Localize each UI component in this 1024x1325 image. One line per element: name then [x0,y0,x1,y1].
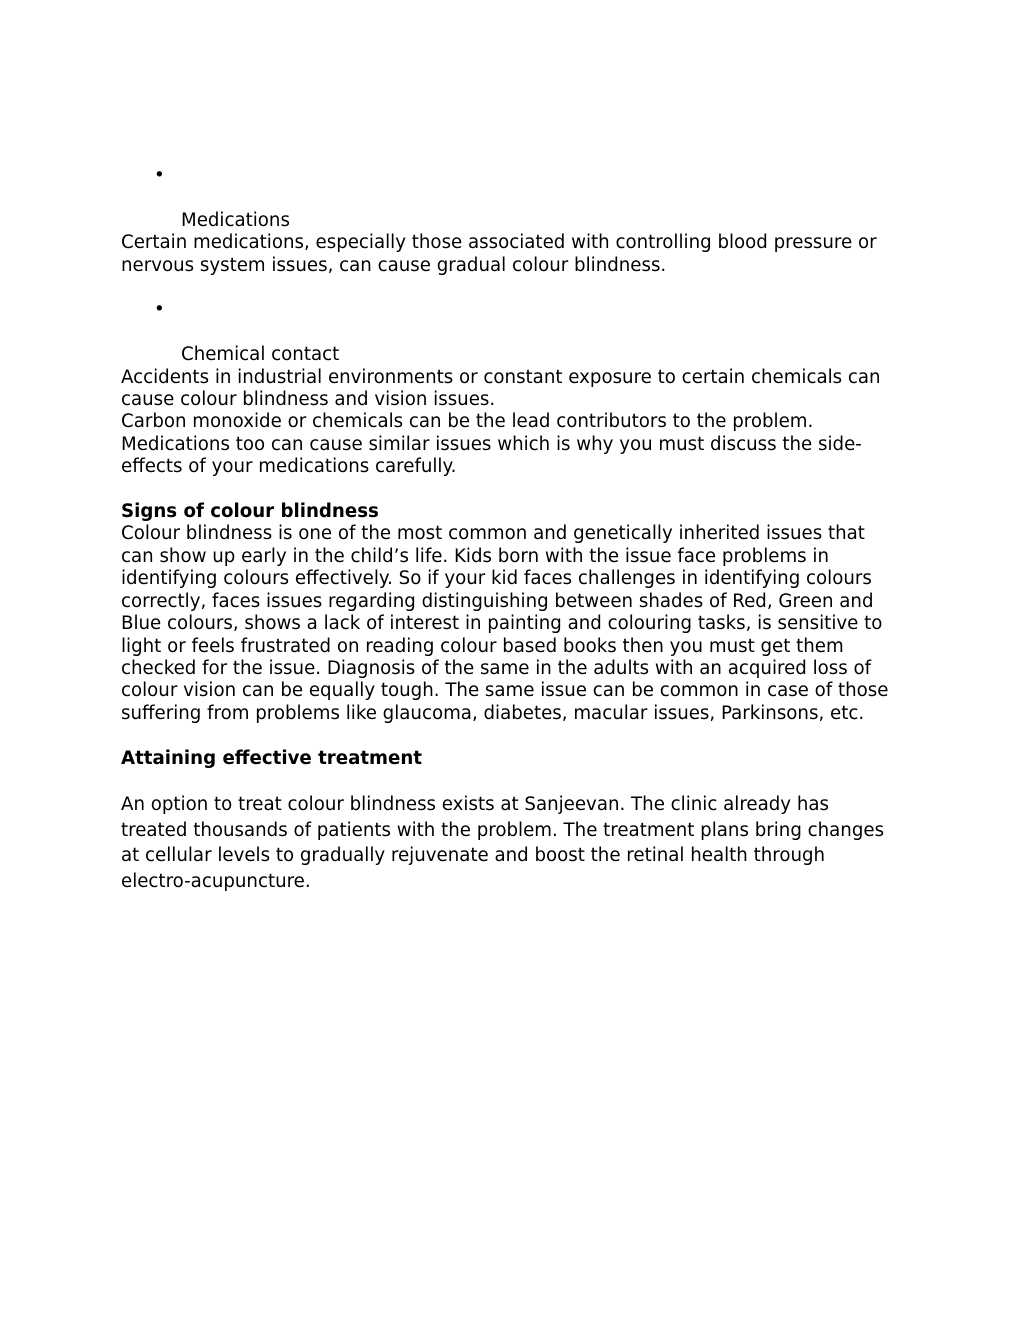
heading-treatment: Attaining effective treatment [121,747,422,769]
bullet-title-medications: Medications [181,209,290,231]
bullet-title-chemical-contact: Chemical contact [181,344,340,366]
spacer [121,277,911,299]
heading-signs: Signs of colour blindness [121,501,379,523]
paragraph-chemical-contact: Accidents in industrial environments or constant exposure to certain chemicals can cause colour blindness and vision issues. Carbon monoxide or chemicals can be the lead contributors to the problem. Medications too can cause similar issues which is why you must discuss the side- effects of your medications carefully. [121,366,881,478]
bullet-item-chemical-contact [121,299,911,366]
paragraph-signs: Colour blindness is one of the most common and genetically inherited issues that can show up early in the child’s life. Kids born with the issue face problems in identifying colours effectively. So if your kid faces challenges in identifying colours correctly, faces issues regarding distinguishing between shades of Red, Green and Blue colours, shows a lack of interest in painting and colouring tasks, is sensitive to light or feels frustrated on reading colour based books then you must get them checked for the issue. Diagnosis of the same in the adults with an acquired loss of colour vision can be equally tough. The same issue can be common in case of those suffering from problems like glaucoma, diabetes, macular issues, Parkinsons, etc. [121,523,889,724]
paragraph-treatment: An option to treat colour blindness exists at Sanjeevan. The clinic already has treated thousands of patients with the problem. The treatment plans bring changes at cellular levels to gradually rejuvenate and boost the retinal health through electro-acupuncture. [121,794,885,892]
bullet-item-medications [121,165,911,232]
document-body [121,165,911,894]
paragraph-medications: Certain medications, especially those associated with controlling blood pressure or nervous system issues, can cause gradual colour blindness. [121,232,877,276]
spacer [121,770,911,792]
spacer [121,479,911,501]
bullet-icon: • [154,165,165,186]
spacer [121,725,911,747]
bullet-icon: • [154,299,165,321]
